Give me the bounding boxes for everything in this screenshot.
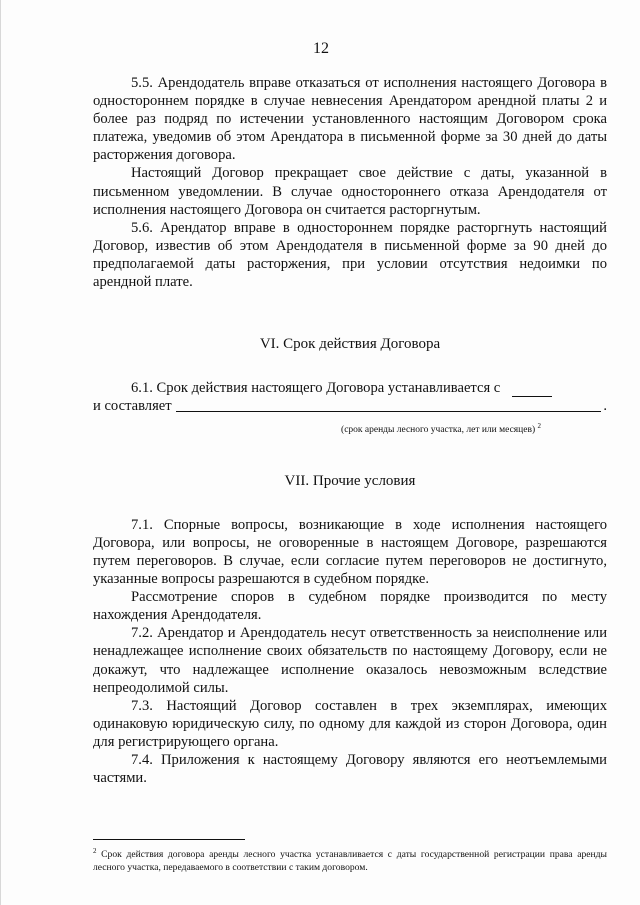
footnote-marker: 2 xyxy=(93,847,97,855)
clause-7-1-continuation: Рассмотрение споров в судебном порядке производится по месту нахождения Арендодателя. xyxy=(93,589,607,624)
footnote-divider xyxy=(93,839,245,840)
page-number: 12 xyxy=(313,40,329,57)
section-6-heading: VI. Срок действия Договора xyxy=(259,336,441,353)
clause-5-5: 5.5. Арендодатель вправе отказаться от исполнения настоящего Договора в одностороннем порядке в случае невнесения Арендатором арендной платы 2 и более раз подряд по истечении установленного настоящим Договором срока платежа, уведомив об этом Арендатора в письменной форме за 30 дней до даты расторжения договора. xyxy=(93,75,607,164)
section-7-heading: VII. Прочие условия xyxy=(284,472,416,489)
clause-6-1-start: 6.1. Срок действия настоящего Договора устанавливается с xyxy=(131,380,501,397)
footnote-reference: 2 xyxy=(537,422,541,431)
start-date-blank[interactable] xyxy=(512,382,552,397)
clause-6-1-term-label: и составляет xyxy=(93,398,172,415)
clause-6-1-period: . xyxy=(603,398,607,415)
clause-5-6: 5.6. Арендатор вправе в одностороннем порядке расторгнуть настоящий Договор, известив об этом Арендодателя в письменной форме за 90 дней до предполагаемой даты расторжения, при условии отсутствия недоимки по арендной плате. xyxy=(93,219,607,291)
footnote-text: Срок действия договора аренды лесного участка устанавливается с даты государственной регистрации права аренды лесного участка, передаваемого в соответствии с таким договором. xyxy=(93,849,607,874)
clause-7-2: 7.2. Арендатор и Арендодатель несут ответственность за неисполнение или ненадлежащее исполнение своих обязательств по настоящему Договору, если не докажут, что надлежащее исполнение оказалось невозможным вследствие непреодолимой силы. xyxy=(93,625,607,696)
clause-7-1: 7.1. Спорные вопросы, возникающие в ходе исполнения настоящего Договора, или вопросы, не оговоренные в настоящем Договоре, разрешаются путем переговоров. В случае, если согласие путем переговоров не достигнуто, указанные вопросы разрешаются в судебном порядке. xyxy=(93,516,607,588)
lease-term-hint: (срок аренды лесного участка, лет или месяцев) $^2$ xyxy=(341,422,541,436)
footnote xyxy=(93,845,607,874)
document-body xyxy=(93,74,607,787)
clause-7-3: 7.3. Настоящий Договор составлен в трех экземплярах, имеющих одинаковую юридическую силу, по одному для каждой из сторон Договора, один для регистрирующего органа. xyxy=(93,697,607,750)
clause-6-1 xyxy=(93,379,607,439)
clause-7-4: 7.4. Приложения к настоящему Договору являются его неотъемлемыми частями. xyxy=(93,751,607,787)
lease-term-blank[interactable] xyxy=(176,411,602,412)
clause-5-5-continuation: Настоящий Договор прекращает свое действие с даты, указанной в письменном уведомлении. В случае одностороннего отказа Арендодателя от исполнения настоящего Договора он считается расторгнутым. xyxy=(93,165,607,218)
